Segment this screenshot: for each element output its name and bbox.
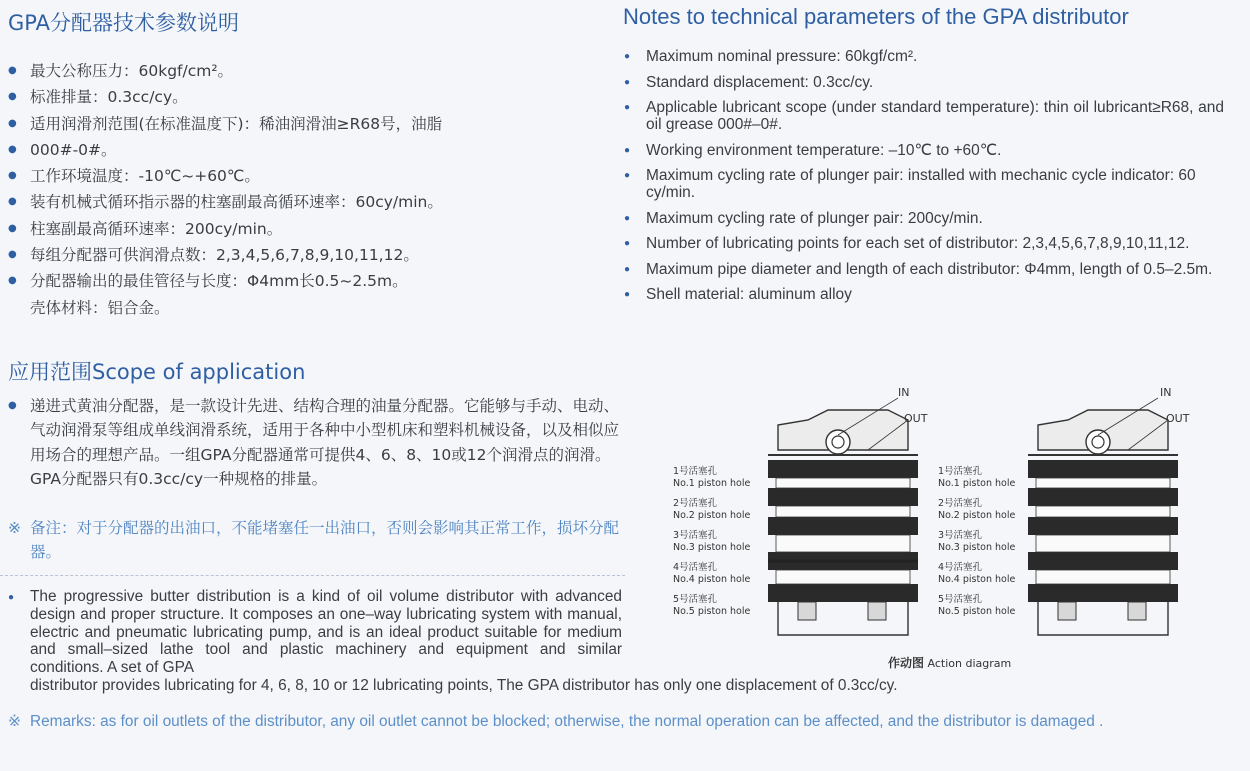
cn-param-grease: ● 000#-0#。 [8, 137, 608, 163]
en-param-points: ● Number of lubricating points for each set of distributor: 2,3,4,5,6,7,8,9,10,11,12. [624, 235, 1224, 252]
cn-application [8, 394, 620, 491]
bullet-icon: ● [8, 592, 15, 603]
cn-param-points: ● 每组分配器可供润滑点数：2,3,4,5,6,7,8,9,10,11,12。 [8, 242, 608, 268]
remark-mark-icon: ※ [8, 713, 21, 730]
piston-hole-label: 3号活塞孔 No.3 piston hole [938, 530, 1016, 553]
en-param-displacement: ● Standard displacement: 0.3cc/cy. [624, 74, 1224, 91]
en-param-cycle-indicator: ● Maximum cycling rate of plunger pair: installed with mechanic cycle indicator: 60 cy/min. [624, 167, 1224, 201]
piston-hole-label: 3号活塞孔 No.3 piston hole [673, 530, 751, 553]
piston-hole-label: 2号活塞孔 No.2 piston hole [673, 498, 751, 521]
application-title: 应用范围Scope of application [8, 360, 306, 384]
en-remark-text: Remarks: as for oil outlets of the distributor, any oil outlet cannot be blocked; otherwise, the normal operation can be affected, and the distributor is damaged . [30, 713, 1104, 730]
distributor-right [1028, 410, 1178, 635]
cn-param-pressure: ● 最大公称压力：60kgf/cm²。 [8, 58, 608, 84]
cn-param-lubricant: ● 适用润滑剂范围(在标准温度下)：稀油润滑油≥R68号，油脂 [8, 111, 608, 137]
en-params-list [624, 48, 1224, 312]
diagram-caption [888, 654, 1011, 671]
en-title: Notes to technical parameters of the GPA distributor [623, 4, 1129, 29]
en-param-lubricant: ● Applicable lubricant scope (under standard temperature): thin oil lubricant≥R68, and oil grease 000#–0#. [624, 99, 1224, 133]
cn-param-cycle-indicator: ● 装有机械式循环指示器的柱塞副最高循环速率：60cy/min。 [8, 189, 608, 215]
in-label: IN [1160, 386, 1172, 399]
cn-param-displacement: ● 标准排量：0.3cc/cy。 [8, 84, 608, 110]
action-diagram [668, 380, 1228, 680]
cn-param-pipe: ● 分配器输出的最佳管径与长度：Φ4mm长0.5~2.5m。 [8, 268, 608, 294]
piston-hole-label: 4号活塞孔 No.4 piston hole [673, 562, 751, 585]
cn-title: GPA分配器技术参数说明 [8, 11, 239, 35]
piston-hole-label: 4号活塞孔 No.4 piston hole [938, 562, 1016, 585]
caption-cn: 作动图 [888, 656, 925, 670]
piston-hole-label: 1号活塞孔 No.1 piston hole [673, 466, 751, 489]
remark-mark-icon: ※ [8, 519, 21, 537]
out-label: OUT [1166, 412, 1190, 425]
distributor-left [768, 410, 918, 635]
cn-application-text: ● 递进式黄油分配器，是一款设计先进、结构合理的油量分配器。它能够与手动、电动、气动润滑泵等组成单线润滑系统，适用于各种中小型机床和塑料机械设备，以及相似应用场合的理想产品。一组GPA分配器通常可提供4、6、8、10或12个润滑点的润滑。GPA分配器只有0.3cc/cy一种规格的排量。 [8, 394, 620, 491]
piston-hole-label: 1号活塞孔 No.1 piston hole [938, 466, 1016, 489]
en-param-cycle-rate: ● Maximum cycling rate of plunger pair: 200cy/min. [624, 210, 1224, 227]
out-label: OUT [904, 412, 928, 425]
piston-hole-label: 2号活塞孔 No.2 piston hole [938, 498, 1016, 521]
en-remark [8, 713, 1228, 731]
piston-hole-label: 5号活塞孔 No.5 piston hole [938, 594, 1016, 617]
cn-remark-text: 备注：对于分配器的出油口，不能堵塞任一出油口，否则会影响其正常工作，损坏分配器。 [30, 519, 620, 561]
en-param-temperature: ● Working environment temperature: –10℃ to +60℃. [624, 142, 1224, 159]
in-label: IN [898, 386, 910, 399]
en-param-shell: ● Shell material: aluminum alloy [624, 286, 1224, 303]
piston-hole-label: 5号活塞孔 No.5 piston hole [673, 594, 751, 617]
cn-remark [8, 516, 620, 564]
en-param-pressure: ● Maximum nominal pressure: 60kgf/cm². [624, 48, 1224, 65]
en-application-text-rest: distributor provides lubricating for 4, 6, 8, 10 or 12 lubricating points, The GPA distributor has only one displacement of 0.3cc/cy. [30, 676, 898, 694]
caption-en: Action diagram [927, 657, 1012, 670]
cn-param-temperature: ● 工作环境温度：-10℃~+60℃。 [8, 163, 608, 189]
cn-param-shell: 壳体材料：铝合金。 [30, 298, 170, 317]
cn-params-list [8, 58, 608, 321]
en-application-text: The progressive butter distribution is a kind of oil volume distributor with advanced design and proper structure. It composes an one–way lubricating system with manual, electric and pneumatic lubricating pump, and is an ideal product suitable for medium and small–sized lathe tool and plastic machinery and equipment and similar conditions. A set of GPA [30, 588, 622, 677]
section-divider [0, 575, 625, 576]
cn-param-cycle-rate: ● 柱塞副最高循环速率：200cy/min。 [8, 216, 608, 242]
en-param-pipe: ● Maximum pipe diameter and length of each distributor: Φ4mm, length of 0.5–2.5m. [624, 261, 1224, 278]
